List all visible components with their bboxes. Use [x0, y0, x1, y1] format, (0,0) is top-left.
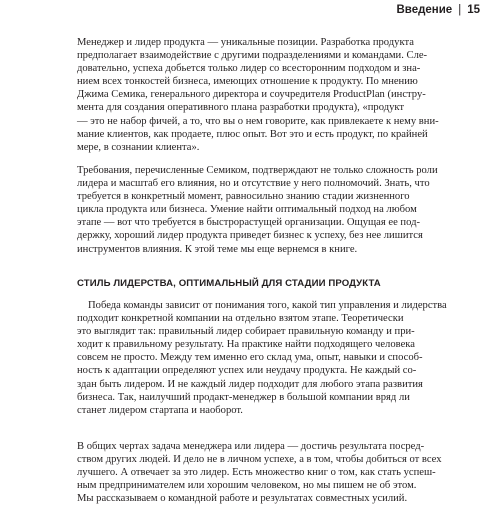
paragraph-1: [77, 36, 481, 154]
text-line: здан быть лидером. И не каждый лидер подходит для любого этапа развития: [77, 378, 423, 390]
text-line: Требования, перечисленные Семиком, подтверждают не только сложность роли: [77, 165, 438, 176]
text-line: Джима Семика, генерального директора и соучредителя ProductPlan (инстру-: [77, 89, 426, 101]
text-line: цикла продукта или бизнеса. Умение найти оптимальный подход на любом: [77, 204, 417, 216]
text-line: инструментов влияния. К этой теме мы еще вернемся в книге.: [77, 243, 358, 255]
text-line: это выглядит так: правильный лидер собирает правильную команду и при-: [77, 326, 415, 338]
text-line: лучшего. А отвечает за это лидер. Есть множество книг о том, как стать успеш-: [77, 467, 436, 479]
section-heading: СТИЛЬ ЛИДЕРСТВА, ОПТИМАЛЬНЫЙ ДЛЯ СТАДИИ ПРОДУКТА: [77, 278, 381, 289]
text-line: совсем не просто. Между тем именно его склад ума, опыт, навыки и способ-: [77, 352, 423, 364]
text-line: ность к адаптации определяют успех или неудачу продукта. Не каждый со-: [77, 365, 417, 377]
text-line: — это не набор фичей, а то, что вы о нем говорите, как привлекаете к нему вни-: [77, 115, 439, 127]
text-line: подходит конкретной компании на отдельно взятом этапе. Теоретически: [77, 313, 404, 325]
text-line: станет лидером стартапа и наоборот.: [77, 404, 243, 416]
header-separator: |: [458, 4, 462, 16]
text-line: требуется в конкретный момент, равносильно знанию стадии жизненного: [77, 191, 410, 203]
text-line: ным предпринимателем или хорошим человеком, но мы пишем не об этом.: [77, 480, 417, 492]
chapter-title: Введение: [396, 4, 453, 16]
text-line: лидера и масштаб его влияния, но и отсутствие у него полномочий. Знать, что: [77, 178, 430, 190]
text-line: ством других людей. И дело не в личном успехе, а в том, чтобы добиться от всех: [77, 454, 442, 466]
text-line: мере, в сознании клиента».: [77, 141, 200, 153]
text-line: предполагает взаимодействие с другими подразделениями и командами. Сле-: [77, 50, 428, 62]
text-line: довательно, успеха добьется только лидер со всесторонним подходом и зна-: [77, 63, 421, 75]
text-line: мента для создания оперативного плана разработки продукта), «продукт: [77, 102, 405, 114]
text-line: В общих чертах задача менеджера или лидера — достичь результата посред-: [77, 441, 425, 452]
text-line: ходит к правильному результату. На практике найти подходящего человека: [77, 339, 415, 351]
text-line: Мы рассказываем о командной работе и результатах совместных усилий.: [77, 493, 408, 505]
paragraph-3: [77, 299, 481, 417]
paragraph-4: [77, 440, 481, 505]
text-line: мание клиентов, как продаете, плюс опыт. Вот это и есть продукт, по крайней: [77, 128, 428, 140]
page-number: 15: [467, 4, 480, 16]
text-line: держку, хороший лидер продукта приведет бизнес к успеху, без нее лишится: [77, 230, 423, 242]
text-line: Победа команды зависит от понимания того, какой тип управления и лидерства: [88, 300, 447, 311]
running-header: [396, 0, 480, 20]
text-line: Менеджер и лидер продукта — уникальные позиции. Разработка продукта: [77, 37, 414, 48]
text-line: нием всех тонкостей бизнеса, имеющих отношение к продукту. По мнению: [77, 76, 418, 88]
text-line: этапе — вот что требуется в быстрорастущей организации. Ощущая ее под-: [77, 217, 421, 229]
paragraph-2: [77, 164, 481, 256]
text-line: бизнеса. Так, наилучший продакт-менеджер в большой компании вряд ли: [77, 391, 410, 403]
